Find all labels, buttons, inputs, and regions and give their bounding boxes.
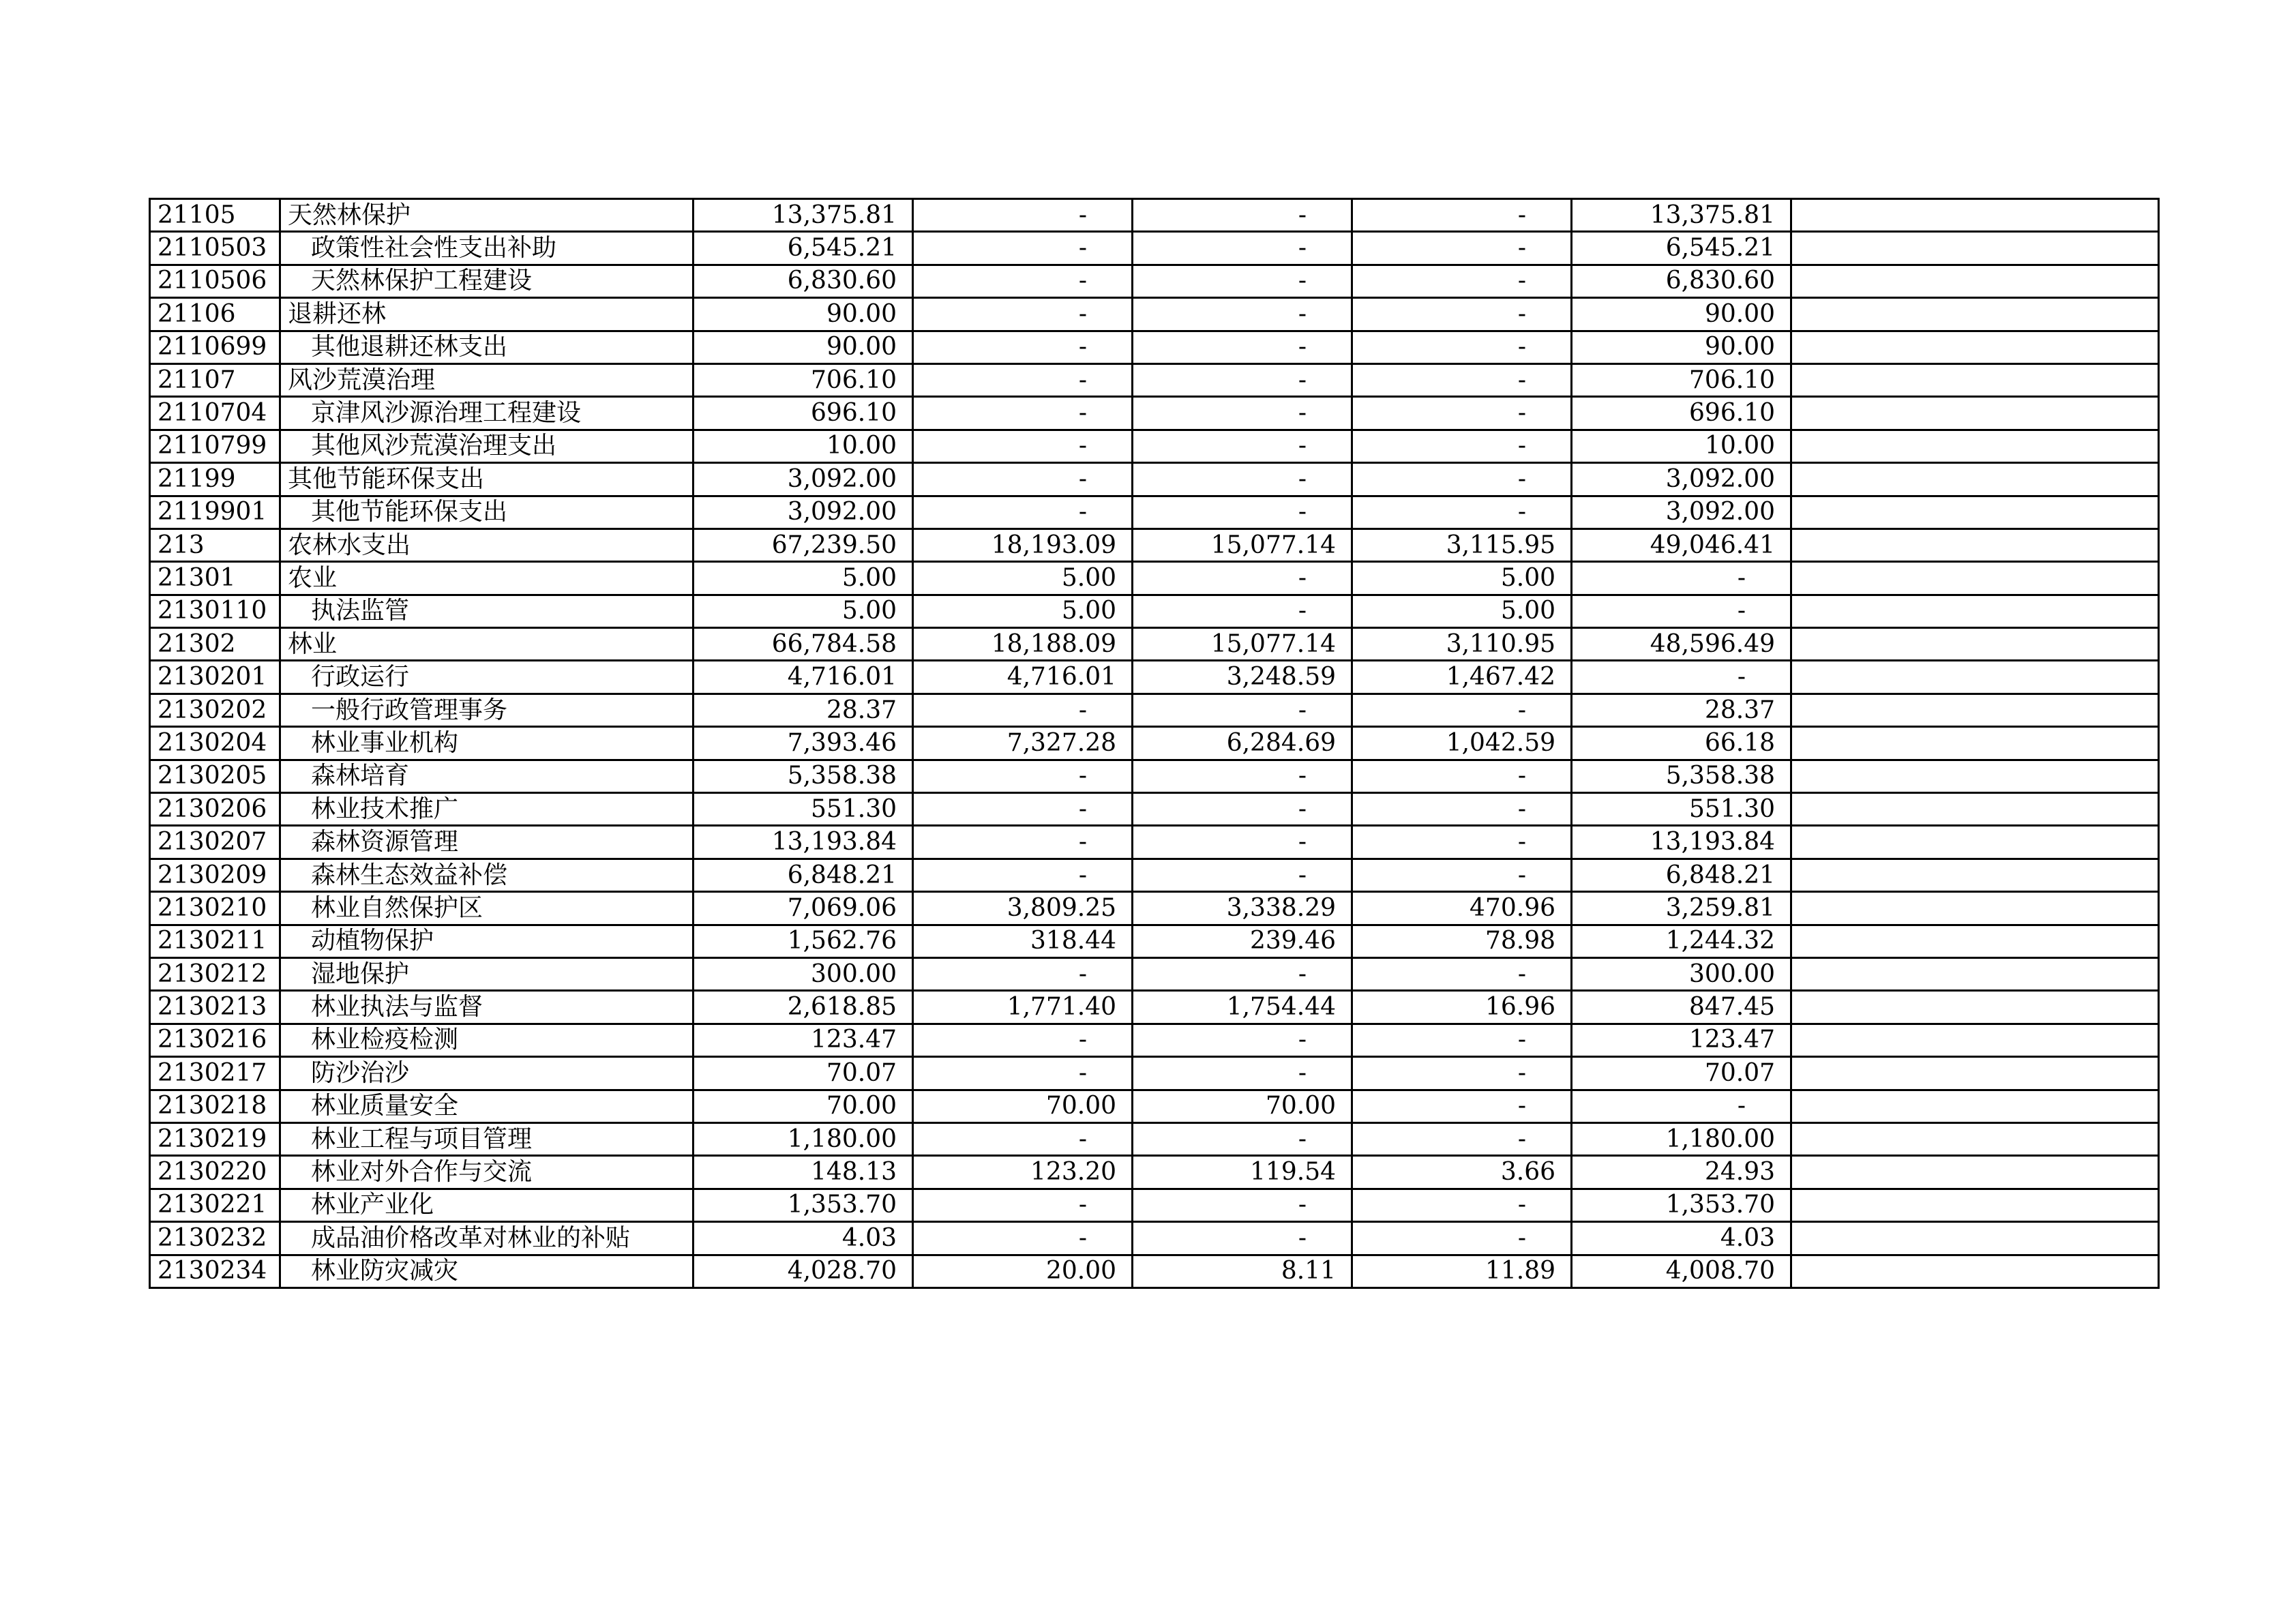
account-code-cell: 21107 [150, 363, 280, 396]
account-code-cell: 21105 [150, 199, 280, 232]
remarks-cell [1791, 1090, 2159, 1122]
account-code-cell: 21106 [150, 298, 280, 331]
public-expenditure-cell: - [1352, 331, 1572, 363]
total-amount-cell: 5,358.38 [694, 760, 913, 792]
total-amount-cell: 13,375.81 [694, 199, 913, 232]
personnel-expenditure-cell: - [1133, 1222, 1352, 1255]
project-expenditure-cell: - [1572, 595, 1791, 627]
personnel-expenditure-cell: 239.46 [1133, 925, 1352, 957]
total-amount-cell: 6,545.21 [694, 232, 913, 265]
personnel-expenditure-cell: 3,338.29 [1133, 892, 1352, 925]
account-name-cell: 林业 [280, 628, 694, 661]
account-name-cell: 林业产业化 [280, 1189, 694, 1221]
account-name-cell: 林业事业机构 [280, 727, 694, 760]
account-code-cell: 2110704 [150, 397, 280, 430]
personnel-expenditure-cell: - [1133, 298, 1352, 331]
project-expenditure-cell: 551.30 [1572, 793, 1791, 826]
public-expenditure-cell: 5.00 [1352, 595, 1572, 627]
table-row [150, 331, 2159, 363]
project-expenditure-cell: - [1572, 562, 1791, 595]
basic-expenditure-cell: 7,327.28 [913, 727, 1133, 760]
basic-expenditure-cell: - [913, 1122, 1133, 1155]
table-row [150, 1156, 2159, 1189]
remarks-cell [1791, 925, 2159, 957]
public-expenditure-cell: - [1352, 496, 1572, 528]
account-name-cell: 政策性社会性支出补助 [280, 232, 694, 265]
basic-expenditure-cell: - [913, 826, 1133, 859]
public-expenditure-cell: - [1352, 1057, 1572, 1090]
personnel-expenditure-cell: 8.11 [1133, 1255, 1352, 1287]
basic-expenditure-cell: 5.00 [913, 562, 1133, 595]
table-row [150, 463, 2159, 496]
remarks-cell [1791, 199, 2159, 232]
project-expenditure-cell: 6,830.60 [1572, 265, 1791, 297]
basic-expenditure-cell: - [913, 298, 1133, 331]
basic-expenditure-cell: 318.44 [913, 925, 1133, 957]
project-expenditure-cell: 706.10 [1572, 363, 1791, 396]
basic-expenditure-cell: 4,716.01 [913, 661, 1133, 694]
account-name-cell: 动植物保护 [280, 925, 694, 957]
account-name-cell: 风沙荒漠治理 [280, 363, 694, 396]
remarks-cell [1791, 793, 2159, 826]
public-expenditure-cell: 16.96 [1352, 991, 1572, 1024]
basic-expenditure-cell: - [913, 1057, 1133, 1090]
personnel-expenditure-cell: 1,754.44 [1133, 991, 1352, 1024]
account-name-cell: 林业工程与项目管理 [280, 1122, 694, 1155]
account-code-cell: 2130212 [150, 957, 280, 990]
table-row [150, 232, 2159, 265]
account-name-cell: 成品油价格改革对林业的补贴 [280, 1222, 694, 1255]
remarks-cell [1791, 463, 2159, 496]
total-amount-cell: 2,618.85 [694, 991, 913, 1024]
total-amount-cell: 90.00 [694, 331, 913, 363]
account-code-cell: 2130209 [150, 859, 280, 891]
remarks-cell [1791, 1156, 2159, 1189]
project-expenditure-cell: 13,193.84 [1572, 826, 1791, 859]
public-expenditure-cell: 470.96 [1352, 892, 1572, 925]
project-expenditure-cell: 13,375.81 [1572, 199, 1791, 232]
personnel-expenditure-cell: - [1133, 1024, 1352, 1056]
public-expenditure-cell: - [1352, 793, 1572, 826]
project-expenditure-cell: 90.00 [1572, 331, 1791, 363]
project-expenditure-cell: 696.10 [1572, 397, 1791, 430]
account-name-cell: 林业防灾减灾 [280, 1255, 694, 1287]
account-name-cell: 京津风沙源治理工程建设 [280, 397, 694, 430]
account-code-cell: 2130110 [150, 595, 280, 627]
remarks-cell [1791, 298, 2159, 331]
public-expenditure-cell: - [1352, 859, 1572, 891]
project-expenditure-cell: 24.93 [1572, 1156, 1791, 1189]
project-expenditure-cell: 90.00 [1572, 298, 1791, 331]
total-amount-cell: 123.47 [694, 1024, 913, 1056]
total-amount-cell: 70.07 [694, 1057, 913, 1090]
table-row [150, 298, 2159, 331]
project-expenditure-cell: 4.03 [1572, 1222, 1791, 1255]
remarks-cell [1791, 727, 2159, 760]
basic-expenditure-cell: - [913, 397, 1133, 430]
total-amount-cell: 7,069.06 [694, 892, 913, 925]
public-expenditure-cell: 3.66 [1352, 1156, 1572, 1189]
account-name-cell: 退耕还林 [280, 298, 694, 331]
project-expenditure-cell: 300.00 [1572, 957, 1791, 990]
remarks-cell [1791, 628, 2159, 661]
public-expenditure-cell: - [1352, 298, 1572, 331]
account-code-cell: 2130220 [150, 1156, 280, 1189]
account-name-cell: 农业 [280, 562, 694, 595]
account-name-cell: 防沙治沙 [280, 1057, 694, 1090]
public-expenditure-cell: 11.89 [1352, 1255, 1572, 1287]
personnel-expenditure-cell: - [1133, 232, 1352, 265]
public-expenditure-cell: - [1352, 694, 1572, 726]
table-row [150, 727, 2159, 760]
public-expenditure-cell: - [1352, 1122, 1572, 1155]
basic-expenditure-cell: 20.00 [913, 1255, 1133, 1287]
personnel-expenditure-cell: - [1133, 463, 1352, 496]
personnel-expenditure-cell: - [1133, 331, 1352, 363]
total-amount-cell: 67,239.50 [694, 528, 913, 561]
public-expenditure-cell: - [1352, 397, 1572, 430]
personnel-expenditure-cell: - [1133, 199, 1352, 232]
account-code-cell: 2130221 [150, 1189, 280, 1221]
account-name-cell: 林业自然保护区 [280, 892, 694, 925]
basic-expenditure-cell: - [913, 1222, 1133, 1255]
project-expenditure-cell: 6,848.21 [1572, 859, 1791, 891]
basic-expenditure-cell: - [913, 793, 1133, 826]
project-expenditure-cell: 49,046.41 [1572, 528, 1791, 561]
total-amount-cell: 70.00 [694, 1090, 913, 1122]
total-amount-cell: 1,353.70 [694, 1189, 913, 1221]
remarks-cell [1791, 892, 2159, 925]
personnel-expenditure-cell: - [1133, 1122, 1352, 1155]
personnel-expenditure-cell: 119.54 [1133, 1156, 1352, 1189]
table-row [150, 694, 2159, 726]
table-row [150, 397, 2159, 430]
total-amount-cell: 4.03 [694, 1222, 913, 1255]
personnel-expenditure-cell: 3,248.59 [1133, 661, 1352, 694]
table-row [150, 363, 2159, 396]
personnel-expenditure-cell: - [1133, 496, 1352, 528]
public-expenditure-cell: - [1352, 1024, 1572, 1056]
account-name-cell: 森林培育 [280, 760, 694, 792]
basic-expenditure-cell: - [913, 694, 1133, 726]
total-amount-cell: 5.00 [694, 562, 913, 595]
table-row [150, 496, 2159, 528]
remarks-cell [1791, 265, 2159, 297]
table-row [150, 859, 2159, 891]
project-expenditure-cell: 6,545.21 [1572, 232, 1791, 265]
total-amount-cell: 551.30 [694, 793, 913, 826]
remarks-cell [1791, 496, 2159, 528]
total-amount-cell: 696.10 [694, 397, 913, 430]
account-code-cell: 21301 [150, 562, 280, 595]
remarks-cell [1791, 232, 2159, 265]
remarks-cell [1791, 562, 2159, 595]
remarks-cell [1791, 1222, 2159, 1255]
account-name-cell: 林业质量安全 [280, 1090, 694, 1122]
public-expenditure-cell: 1,467.42 [1352, 661, 1572, 694]
basic-expenditure-cell: - [913, 1024, 1133, 1056]
project-expenditure-cell: 66.18 [1572, 727, 1791, 760]
project-expenditure-cell: 847.45 [1572, 991, 1791, 1024]
remarks-cell [1791, 1057, 2159, 1090]
total-amount-cell: 6,830.60 [694, 265, 913, 297]
basic-expenditure-cell: 3,809.25 [913, 892, 1133, 925]
account-name-cell: 天然林保护工程建设 [280, 265, 694, 297]
account-code-cell: 2119901 [150, 496, 280, 528]
account-code-cell: 2130216 [150, 1024, 280, 1056]
public-expenditure-cell: - [1352, 232, 1572, 265]
remarks-cell [1791, 859, 2159, 891]
account-code-cell: 2130219 [150, 1122, 280, 1155]
remarks-cell [1791, 694, 2159, 726]
account-name-cell: 森林生态效益补偿 [280, 859, 694, 891]
remarks-cell [1791, 528, 2159, 561]
personnel-expenditure-cell: - [1133, 957, 1352, 990]
total-amount-cell: 3,092.00 [694, 496, 913, 528]
remarks-cell [1791, 430, 2159, 462]
basic-expenditure-cell: - [913, 430, 1133, 462]
total-amount-cell: 90.00 [694, 298, 913, 331]
total-amount-cell: 300.00 [694, 957, 913, 990]
table-row [150, 760, 2159, 792]
public-expenditure-cell: - [1352, 1090, 1572, 1122]
basic-expenditure-cell: - [913, 463, 1133, 496]
account-code-cell: 2110699 [150, 331, 280, 363]
table-row [150, 595, 2159, 627]
basic-expenditure-cell: - [913, 496, 1133, 528]
account-code-cell: 2130217 [150, 1057, 280, 1090]
account-code-cell: 2130213 [150, 991, 280, 1024]
account-name-cell: 天然林保护 [280, 199, 694, 232]
account-code-cell: 2130210 [150, 892, 280, 925]
basic-expenditure-cell: - [913, 859, 1133, 891]
personnel-expenditure-cell: - [1133, 397, 1352, 430]
table-row [150, 1189, 2159, 1221]
personnel-expenditure-cell: 15,077.14 [1133, 628, 1352, 661]
account-code-cell: 2130207 [150, 826, 280, 859]
account-name-cell: 一般行政管理事务 [280, 694, 694, 726]
personnel-expenditure-cell: - [1133, 363, 1352, 396]
personnel-expenditure-cell: - [1133, 826, 1352, 859]
total-amount-cell: 7,393.46 [694, 727, 913, 760]
basic-expenditure-cell: - [913, 199, 1133, 232]
account-code-cell: 2110799 [150, 430, 280, 462]
personnel-expenditure-cell: 15,077.14 [1133, 528, 1352, 561]
personnel-expenditure-cell: - [1133, 562, 1352, 595]
personnel-expenditure-cell: - [1133, 430, 1352, 462]
personnel-expenditure-cell: - [1133, 760, 1352, 792]
table-row [150, 991, 2159, 1024]
account-code-cell: 2130206 [150, 793, 280, 826]
account-code-cell: 2130232 [150, 1222, 280, 1255]
public-expenditure-cell: 3,110.95 [1352, 628, 1572, 661]
account-name-cell: 行政运行 [280, 661, 694, 694]
remarks-cell [1791, 1255, 2159, 1287]
account-code-cell: 2130204 [150, 727, 280, 760]
total-amount-cell: 4,028.70 [694, 1255, 913, 1287]
public-expenditure-cell: - [1352, 826, 1572, 859]
total-amount-cell: 5.00 [694, 595, 913, 627]
account-name-cell: 农林水支出 [280, 528, 694, 561]
personnel-expenditure-cell: - [1133, 793, 1352, 826]
basic-expenditure-cell: 123.20 [913, 1156, 1133, 1189]
project-expenditure-cell: 48,596.49 [1572, 628, 1791, 661]
project-expenditure-cell: 3,092.00 [1572, 463, 1791, 496]
table-row [150, 1122, 2159, 1155]
table-row [150, 430, 2159, 462]
remarks-cell [1791, 397, 2159, 430]
remarks-cell [1791, 331, 2159, 363]
public-expenditure-cell: - [1352, 1189, 1572, 1221]
total-amount-cell: 28.37 [694, 694, 913, 726]
personnel-expenditure-cell: 70.00 [1133, 1090, 1352, 1122]
table-row [150, 528, 2159, 561]
public-expenditure-cell: 1,042.59 [1352, 727, 1572, 760]
total-amount-cell: 1,562.76 [694, 925, 913, 957]
account-name-cell: 林业检疫检测 [280, 1024, 694, 1056]
table-row [150, 1057, 2159, 1090]
total-amount-cell: 66,784.58 [694, 628, 913, 661]
basic-expenditure-cell: 70.00 [913, 1090, 1133, 1122]
public-expenditure-cell: - [1352, 1222, 1572, 1255]
project-expenditure-cell: 123.47 [1572, 1024, 1791, 1056]
project-expenditure-cell: 28.37 [1572, 694, 1791, 726]
table-row [150, 1255, 2159, 1287]
table-row [150, 1090, 2159, 1122]
account-name-cell: 林业执法与监督 [280, 991, 694, 1024]
project-expenditure-cell: 1,244.32 [1572, 925, 1791, 957]
basic-expenditure-cell: - [913, 232, 1133, 265]
remarks-cell [1791, 760, 2159, 792]
remarks-cell [1791, 661, 2159, 694]
account-code-cell: 2130234 [150, 1255, 280, 1287]
project-expenditure-cell: 10.00 [1572, 430, 1791, 462]
total-amount-cell: 148.13 [694, 1156, 913, 1189]
project-expenditure-cell: - [1572, 1090, 1791, 1122]
project-expenditure-cell: - [1572, 661, 1791, 694]
table-row [150, 925, 2159, 957]
account-name-cell: 其他节能环保支出 [280, 463, 694, 496]
basic-expenditure-cell: - [913, 760, 1133, 792]
project-expenditure-cell: 1,180.00 [1572, 1122, 1791, 1155]
personnel-expenditure-cell: - [1133, 595, 1352, 627]
account-name-cell: 其他风沙荒漠治理支出 [280, 430, 694, 462]
total-amount-cell: 13,193.84 [694, 826, 913, 859]
table-row [150, 826, 2159, 859]
table-row [150, 661, 2159, 694]
project-expenditure-cell: 1,353.70 [1572, 1189, 1791, 1221]
account-name-cell: 湿地保护 [280, 957, 694, 990]
account-code-cell: 21199 [150, 463, 280, 496]
account-code-cell: 2130205 [150, 760, 280, 792]
project-expenditure-cell: 3,259.81 [1572, 892, 1791, 925]
table-row [150, 628, 2159, 661]
remarks-cell [1791, 1122, 2159, 1155]
account-code-cell: 2130201 [150, 661, 280, 694]
table-row [150, 1222, 2159, 1255]
account-name-cell: 林业技术推广 [280, 793, 694, 826]
account-name-cell: 森林资源管理 [280, 826, 694, 859]
personnel-expenditure-cell: - [1133, 265, 1352, 297]
personnel-expenditure-cell: - [1133, 1189, 1352, 1221]
basic-expenditure-cell: 5.00 [913, 595, 1133, 627]
public-expenditure-cell: - [1352, 363, 1572, 396]
basic-expenditure-cell: - [913, 363, 1133, 396]
public-expenditure-cell: - [1352, 760, 1572, 792]
account-code-cell: 2130202 [150, 694, 280, 726]
total-amount-cell: 6,848.21 [694, 859, 913, 891]
project-expenditure-cell: 5,358.38 [1572, 760, 1791, 792]
public-expenditure-cell: 78.98 [1352, 925, 1572, 957]
remarks-cell [1791, 1024, 2159, 1056]
account-name-cell: 其他节能环保支出 [280, 496, 694, 528]
table-row [150, 1024, 2159, 1056]
account-name-cell: 林业对外合作与交流 [280, 1156, 694, 1189]
remarks-cell [1791, 1189, 2159, 1221]
public-expenditure-cell: - [1352, 199, 1572, 232]
basic-expenditure-cell: - [913, 957, 1133, 990]
total-amount-cell: 4,716.01 [694, 661, 913, 694]
account-code-cell: 21302 [150, 628, 280, 661]
table-row [150, 793, 2159, 826]
account-code-cell: 2130218 [150, 1090, 280, 1122]
basic-expenditure-cell: - [913, 265, 1133, 297]
budget-table [149, 198, 2160, 1289]
table-row [150, 265, 2159, 297]
public-expenditure-cell: 5.00 [1352, 562, 1572, 595]
table-row [150, 199, 2159, 232]
project-expenditure-cell: 4,008.70 [1572, 1255, 1791, 1287]
table-row [150, 562, 2159, 595]
table-row [150, 957, 2159, 990]
public-expenditure-cell: - [1352, 957, 1572, 990]
account-code-cell: 2110503 [150, 232, 280, 265]
total-amount-cell: 3,092.00 [694, 463, 913, 496]
project-expenditure-cell: 70.07 [1572, 1057, 1791, 1090]
basic-expenditure-cell: 18,193.09 [913, 528, 1133, 561]
total-amount-cell: 706.10 [694, 363, 913, 396]
account-code-cell: 2130211 [150, 925, 280, 957]
remarks-cell [1791, 595, 2159, 627]
remarks-cell [1791, 991, 2159, 1024]
account-name-cell: 其他退耕还林支出 [280, 331, 694, 363]
basic-expenditure-cell: - [913, 1189, 1133, 1221]
account-name-cell: 执法监管 [280, 595, 694, 627]
basic-expenditure-cell: 18,188.09 [913, 628, 1133, 661]
account-code-cell: 2110506 [150, 265, 280, 297]
public-expenditure-cell: 3,115.95 [1352, 528, 1572, 561]
basic-expenditure-cell: - [913, 331, 1133, 363]
personnel-expenditure-cell: - [1133, 1057, 1352, 1090]
basic-expenditure-cell: 1,771.40 [913, 991, 1133, 1024]
total-amount-cell: 1,180.00 [694, 1122, 913, 1155]
personnel-expenditure-cell: - [1133, 859, 1352, 891]
public-expenditure-cell: - [1352, 265, 1572, 297]
public-expenditure-cell: - [1352, 430, 1572, 462]
public-expenditure-cell: - [1352, 463, 1572, 496]
personnel-expenditure-cell: - [1133, 694, 1352, 726]
total-amount-cell: 10.00 [694, 430, 913, 462]
project-expenditure-cell: 3,092.00 [1572, 496, 1791, 528]
personnel-expenditure-cell: 6,284.69 [1133, 727, 1352, 760]
table-body [150, 199, 2159, 1288]
account-code-cell: 213 [150, 528, 280, 561]
table-row [150, 892, 2159, 925]
remarks-cell [1791, 363, 2159, 396]
remarks-cell [1791, 957, 2159, 990]
remarks-cell [1791, 826, 2159, 859]
